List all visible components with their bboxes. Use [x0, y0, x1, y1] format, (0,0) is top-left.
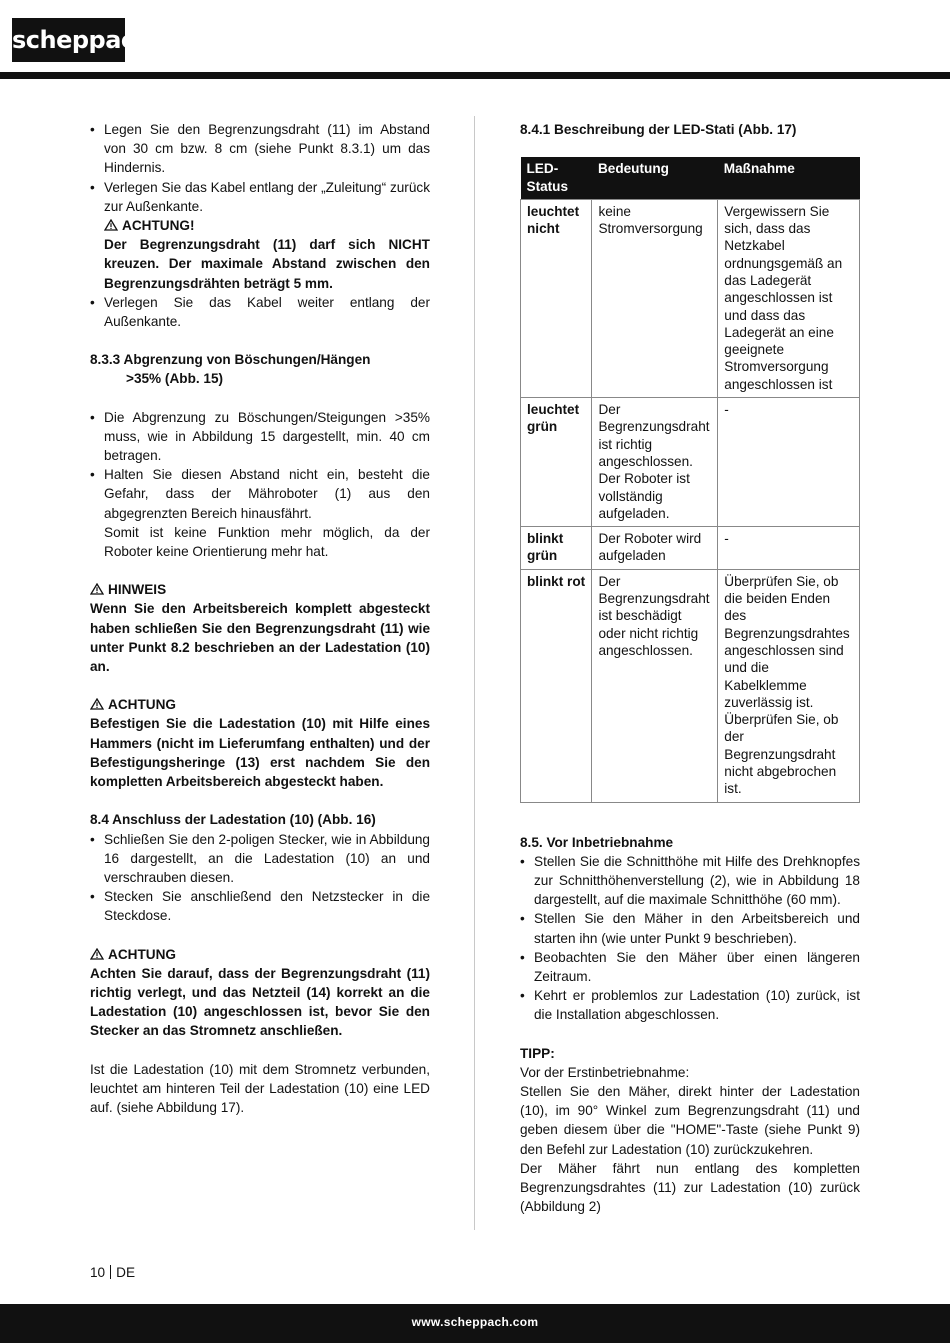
column-divider [474, 116, 475, 1230]
warning-text: Achten Sie darauf, dass der Begrenzungsdraht (11) richtig verlegt, und das Netzteil (14) korrekt an die Ladestation (10) angeschlossen ist, bevor Sie den Stecker an das Stromnetz anschließen. [90, 965, 430, 1039]
closing-paragraph: Ist die Ladestation (10) mit dem Stromnetz verbunden, leuchtet am hinteren Teil der Ladestation (10) eine LED auf. (siehe Abbildung 17). [90, 1061, 430, 1115]
table-header-row [521, 157, 860, 199]
table-cell-status: blinkt rot [521, 569, 592, 802]
tip-title: TIPP: [520, 1045, 555, 1061]
bullet-list-3 [90, 830, 430, 926]
left-column [90, 120, 430, 1117]
page-number-value: 10 [90, 1265, 106, 1280]
warning-triangle-icon [90, 948, 104, 960]
table-row [521, 398, 860, 527]
table-row [521, 569, 860, 802]
page-number [90, 1265, 135, 1280]
list-item: • Verlegen Sie das Kabel entlang der „Zuleitung“ zurück zur Außenkante. [90, 178, 430, 216]
footer-bar [0, 1304, 950, 1343]
table-header-action: Maßnahme [718, 157, 860, 199]
table-header-status: LED-Status [521, 157, 592, 199]
header-rule [0, 72, 950, 79]
hint-block [90, 580, 430, 676]
list-item: • Stecken Sie anschließend den Netzstecker in die Steckdose. [90, 887, 430, 925]
led-status-table [520, 157, 860, 802]
heading-line: >35% (Abb. 15) [126, 371, 224, 387]
heading-line: 8.3.3 Abgrenzung von Böschungen/Hängen [90, 352, 371, 368]
warning-triangle-icon [104, 219, 118, 231]
section-heading-8-5: 8.5. Vor Inbetriebnahme [520, 834, 674, 850]
table-cell-meaning: keine Stromversorgung [592, 199, 718, 397]
warning-block-2 [90, 695, 430, 791]
warning-block-1 [90, 216, 430, 293]
tip-line: Vor der Erstinbetriebnahme: [520, 1064, 690, 1080]
table-cell-action: - [718, 527, 860, 570]
section-heading-8-3-3 [90, 350, 430, 388]
page-separator [110, 1265, 111, 1279]
table-cell-meaning: Der Begrenzungsdraht ist beschädigt oder nicht richtig angeschlossen. [592, 569, 718, 802]
hint-title: HINWEIS [108, 582, 167, 598]
warning-triangle-icon [90, 698, 104, 710]
warning-title: ACHTUNG [108, 697, 176, 713]
list-item: • Legen Sie den Begrenzungsdraht (11) im Abstand von 30 cm bzw. 8 cm (siehe Punkt 8.3.1) um das Hindernis. [90, 120, 430, 178]
warning-title: ACHTUNG [108, 946, 176, 962]
table-header-meaning: Bedeutung [592, 157, 718, 199]
tip-line: Stellen Sie den Mäher, direkt hinter der Ladestation (10), im 90° Winkel zum Begrenzungsdraht (11) und geben diesem über die "HOME"-Taste (siehe Punkt 9) den Befehl zur Ladestation (10) zurückzukehren. [520, 1084, 860, 1157]
warning-text: Der Begrenzungsdraht (11) darf sich NICHT kreuzen. Der maximale Abstand zwischen den Begrenzungsdrähten beträgt 5 mm. [104, 237, 430, 291]
list-item: • Kehrt er problemlos zur Ladestation (10) zurück, ist die Installation abgeschlossen. [520, 986, 860, 1024]
bullet-list-2 [90, 408, 430, 523]
hint-text: Wenn Sie den Arbeitsbereich komplett abgesteckt haben schließen Sie den Begrenzungsdraht (11) wie unter Punkt 8.2 beschrieben an der Ladestation (10) an. [90, 601, 430, 675]
table-cell-action: Überprüfen Sie, ob die beiden Enden des Begrenzungsdrahtes angeschlossen sind und die Kabelklemme zuverlässig ist. Überprüfen Sie, ob der Begrenzungsdraht nicht abgebrochen ist. [718, 569, 860, 802]
right-column [520, 120, 860, 1216]
table-cell-status: blinkt grün [521, 527, 592, 570]
table-row [521, 527, 860, 570]
table-cell-action: - [718, 398, 860, 527]
table-cell-status: leuchtet grün [521, 398, 592, 527]
table-row [521, 199, 860, 397]
table-cell-meaning: Der Begrenzungsdraht ist richtig angeschlossen. Der Roboter ist vollständig aufgeladen. [592, 398, 718, 527]
bullet-list-1 [90, 120, 430, 216]
scheppach-logo: scheppach [12, 18, 125, 62]
website-link[interactable]: www.scheppach.com [411, 1315, 539, 1329]
section-heading-8-4-1: 8.4.1 Beschreibung der LED-Stati (Abb. 17) [520, 122, 797, 137]
table-cell-status: leuchtet nicht [521, 199, 592, 397]
section-heading-8-4: 8.4 Anschluss der Ladestation (10) (Abb. 16) [90, 812, 376, 828]
bullet-continuation: Somit ist keine Funktion mehr möglich, da der Roboter keine Orientierung mehr hat. [104, 524, 430, 560]
bullet-list-1b [90, 293, 430, 331]
warning-text: Befestigen Sie die Ladestation (10) mit Hilfe eines Hammers (nicht im Lieferumfang enthalten) und der Befestigungsheringe (13) erst nachdem Sie den kompletten Arbeitsbereich abgesteckt haben. [90, 716, 430, 790]
table-cell-action: Vergewissern Sie sich, dass das Netzkabel ordnungsgemäß an das Ladegerät angeschlossen ist und dass das Ladegerät an eine geeignete Stromversorgung angeschlossen ist [718, 199, 860, 397]
list-item: • Stellen Sie den Mäher in den Arbeitsbereich und starten ihn (wie unter Punkt 9 beschrieben). [520, 909, 860, 947]
table-cell-meaning: Der Roboter wird aufgeladen [592, 527, 718, 570]
bullet-list-8-5 [520, 852, 860, 1025]
warning-triangle-icon [90, 583, 104, 595]
list-item: • Stellen Sie die Schnitthöhe mit Hilfe des Drehknopfes zur Schnitthöhenverstellung (2), wie in Abbildung 18 dargestellt, auf die maximale Schnitthöhe (60 mm). [520, 852, 860, 910]
language-code: DE [116, 1265, 136, 1280]
tip-line: Der Mäher fährt nun entlang des kompletten Begrenzungsdrahtes (11) zur Ladestation (10) zurück (Abbildung 2) [520, 1160, 860, 1215]
list-item: • Die Abgrenzung zu Böschungen/Steigungen >35% muss, wie in Abbildung 15 dargestellt, min. 40 cm betragen. [90, 408, 430, 466]
list-item: • Beobachten Sie den Mäher über einen längeren Zeitraum. [520, 948, 860, 986]
list-item: • Schließen Sie den 2-poligen Stecker, wie in Abbildung 16 dargestellt, an die Ladestation (10) an und verschrauben diesen. [90, 830, 430, 888]
warning-block-3 [90, 945, 430, 1041]
list-item: • Halten Sie diesen Abstand nicht ein, besteht die Gefahr, dass der Mähroboter (1) aus den abgegrenzten Bereich hinausfährt. [90, 465, 430, 523]
list-item: • Verlegen Sie das Kabel weiter entlang der Außenkante. [90, 293, 430, 331]
warning-title: ACHTUNG! [122, 218, 195, 234]
